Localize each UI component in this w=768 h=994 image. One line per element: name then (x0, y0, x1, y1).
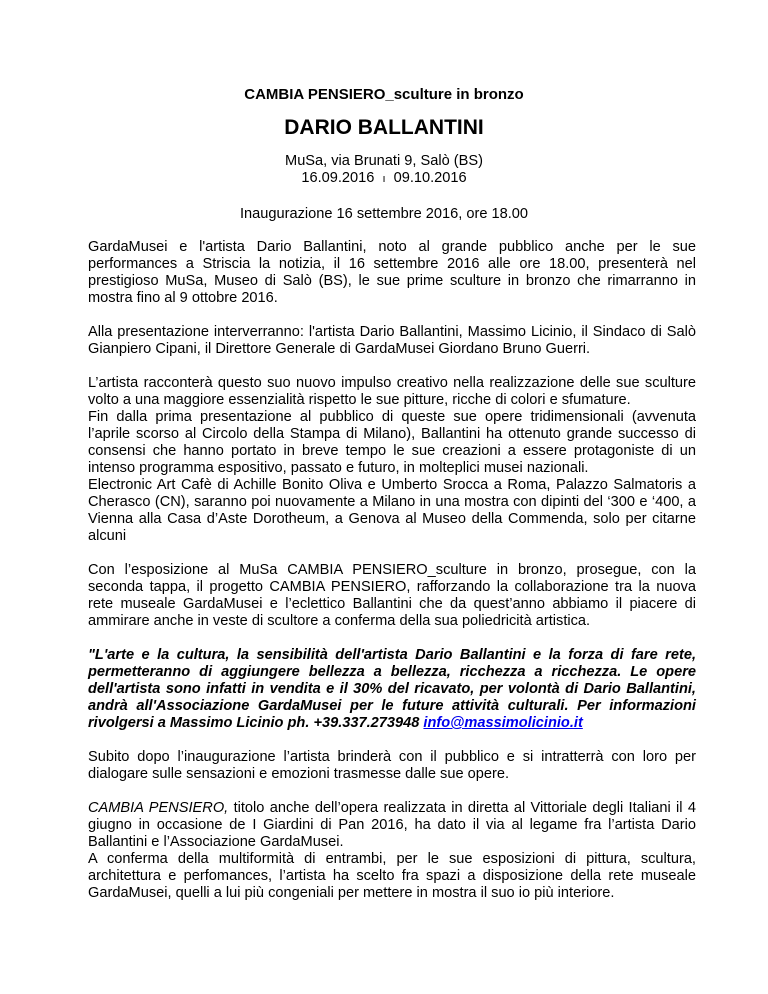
paragraph-origin (88, 800, 696, 851)
paragraph-success: Fin dalla prima presentazione al pubblico di queste sue opere tridimensionali (avvenuta l’aprile scorso al Circolo della Stampa di Milano), Ballantini ha ottenuto grande successo di consensi che hanno portato in breve tempo le sue creazioni a essere protagoniste di un intenso programma espositivo, passato e futuro, in molteplici musei nazionali. (88, 409, 696, 476)
paragraph-venues: Electronic Art Cafè di Achille Bonito Oliva e Umberto Srocca a Roma, Palazzo Salmatoris a Cherasco (CN), saranno poi nuovamente a Milano in una mostra con dipinti del ‘300 e ‘400, a Vienna alla Casa d’Aste Dorotheum, a Genova al Museo della Commenda, solo per citarne alcuni (88, 477, 696, 544)
paragraph-speakers: Alla presentazione interverranno: l'artista Dario Ballantini, Massimo Licinio, il Sindaco di Salò Gianpiero Cipani, il Direttore Generale di GardaMusei Giordano Bruno Guerri. (88, 324, 696, 357)
origin-text: titolo anche dell’opera realizzata in diretta al Vittoriale degli Italiani il 4 giugno in occasione de I Giardini di Pan 2016, ha dato il via al legame fra l’artista Dario Ballantini e l’Associazione GardaMusei. (88, 800, 696, 850)
paragraph-impulse: L’artista racconterà questo suo nuovo impulso creativo nella realizzazione delle sue sculture volto a una maggiore essenzialità rispetto le sue pitture, ricche di colori e sfumature. (88, 375, 696, 408)
artist-name: DARIO BALLANTINI (284, 116, 484, 139)
exhibition-title: CAMBIA PENSIERO_sculture in bronzo (244, 86, 524, 103)
date-start: 16.09.2016 (301, 170, 375, 186)
venue-line: MuSa, via Brunati 9, Salò (BS) (285, 153, 483, 169)
paragraph-toast: Subito dopo l’inaugurazione l’artista brinderà con il pubblico e si intratterrà con loro per dialogare sulle sensazioni e emozioni trasmesse dalle sue opere. (88, 749, 696, 782)
email-link[interactable]: info@massimolicinio.it (423, 715, 583, 731)
quote-text: "L'arte e la cultura, la sensibilità dell'artista Dario Ballantini e la forza di fare rete, permetteranno di aggiungere bellezza a bellezza, ricchezza a ricchezza. Le opere dell'artista sono infatti in vendita e il 30% del ricavato, per volontà di Dario Ballantini, andrà all'Associazione GardaMusei per le future attività culturali. Per informazioni rivolgersi a Massimo Licinio ph. +39.337.273948 (88, 647, 696, 731)
date-range (0, 170, 768, 188)
date-end: 09.10.2016 (393, 170, 467, 186)
inauguration-line: Inaugurazione 16 settembre 2016, ore 18.00 (239, 206, 529, 222)
paragraph-multiformity: A conferma della multiformità di entrambi, per le sue esposizioni di pittura, scultura, architettura e perfomances, l’artista ha scelto fra spazi a disposizione della rete museale GardaMusei, quelli a lui più congeniali per mettere in mostra il suo io più interiore. (88, 851, 696, 901)
quote-paragraph (88, 647, 696, 732)
artwork-title: CAMBIA PENSIERO, (88, 800, 229, 816)
paragraph-intro: GardaMusei e l'artista Dario Ballantini, noto al grande pubblico anche per le sue performances a Striscia la notizia, il 16 settembre 2016 alle ore 18.00, presenterà nel prestigioso MuSa, Museo di Salò (BS), le sue prime sculture in bronzo che rimarranno in mostra fino al 9 ottobre 2016. (88, 239, 696, 306)
paragraph-exhibition: Con l’esposizione al MuSa CAMBIA PENSIERO_sculture in bronzo, prosegue, con la seconda tappa, il progetto CAMBIA PENSIERO, rafforzando la collaborazione tra la nuova rete museale GardaMusei e l’eclettico Ballantini che da quest’anno abbiamo il piacere di ammirare anche in veste di scultore a conferma della sua poliedricità artistica. (88, 562, 696, 629)
document-body (88, 239, 696, 902)
date-separator: ı (382, 173, 386, 185)
